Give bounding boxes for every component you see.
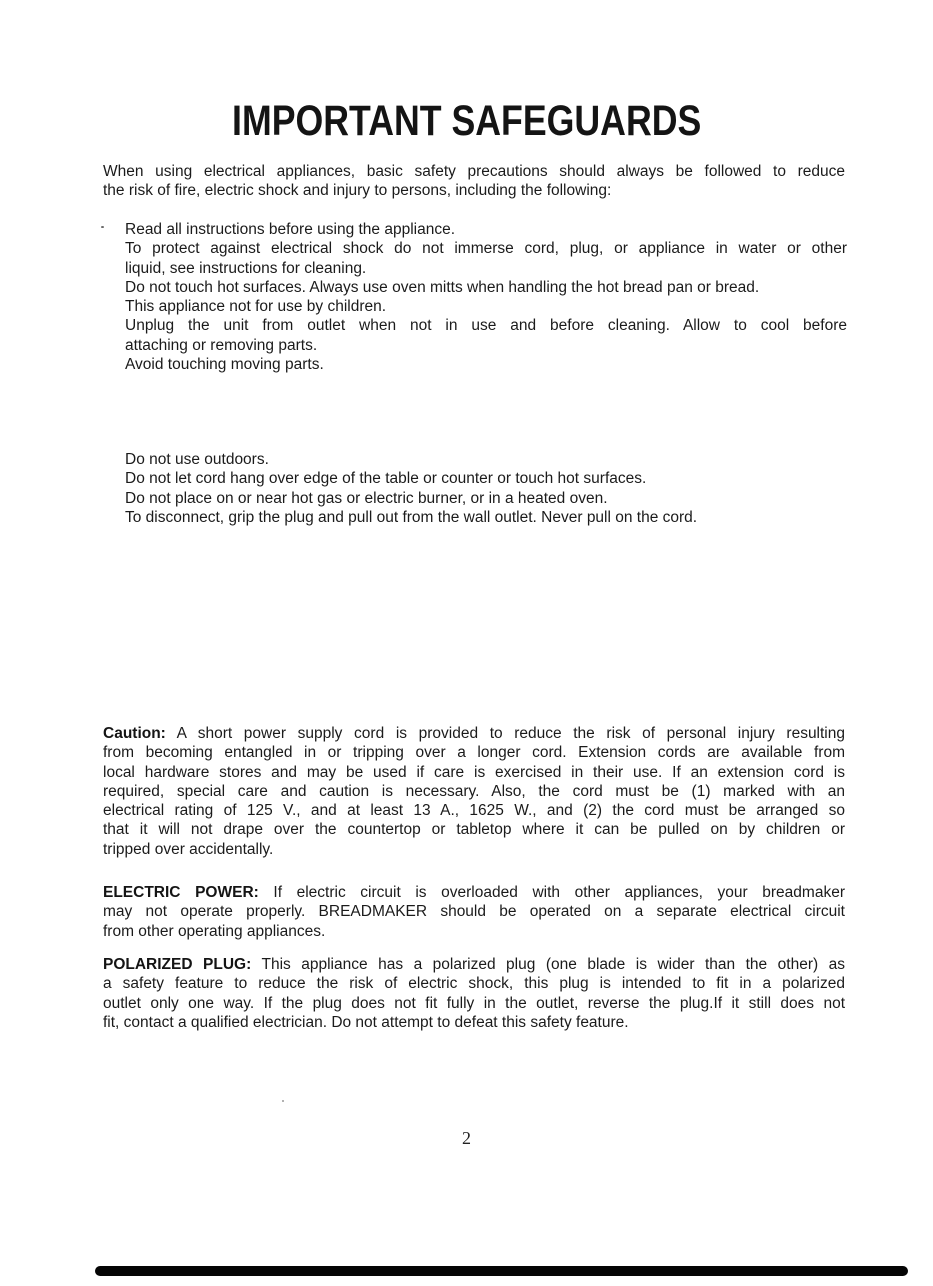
text-line: To protect against electrical shock do not immerse cord, plug, or appliance in water or other (125, 240, 847, 258)
text-line: electrical rating of 125 V., and at least 13 A., 1625 W., and (2) the cord must be arranged so (103, 802, 845, 820)
text-line: a safety feature to reduce the risk of electric shock, this plug is intended to fit in a polarized (103, 975, 845, 993)
electric-power-label: ELECTRIC POWER: (103, 884, 259, 901)
text-line: required, special care and caution is necessary. Also, the cord must be (1) marked with an (103, 782, 845, 800)
text-line: Unplug the unit from outlet when not in use and before cleaning. Allow to cool before (125, 317, 847, 335)
text-line: the risk of fire, electric shock and injury to persons, including the following: (103, 182, 612, 200)
polarized-plug-rest-lines (103, 974, 845, 1032)
text-line: from becoming entangled in or tripping over a longer cord. Extension cords are available from (103, 744, 845, 762)
page-title-text: IMPORTANT SAFEGUARDS (231, 97, 702, 145)
text-line: local hardware stores and may be used if care is exercised in their use. If an extension cord is (103, 763, 845, 781)
scan-artifact-bar (95, 1266, 908, 1276)
text-line: Do not use outdoors. (125, 451, 269, 468)
intro-paragraph (103, 162, 845, 201)
caution-rest-lines (103, 743, 845, 859)
scan-speck (282, 1100, 284, 1102)
polarized-plug-label: POLARIZED PLUG: (103, 956, 252, 973)
text-line: Do not let cord hang over edge of the table or counter or touch hot surfaces. (125, 470, 647, 488)
text-line: Do not place on or near hot gas or electric burner, or in a heated oven. (125, 489, 608, 507)
polarized-plug-first-line (103, 955, 845, 974)
text-line: When using electrical appliances, basic safety precautions should always be followed to reduce (103, 163, 845, 180)
text-line: This appliance not for use by children. (125, 298, 387, 316)
page-title (0, 98, 933, 144)
text-line: may not operate properly. BREADMAKER should be operated on a separate electrical circuit (103, 903, 845, 921)
text-line: outlet only one way. If the plug does not fit fully in the outlet, reverse the plug.If it still does not (103, 994, 845, 1012)
text-line: Avoid touching moving parts. (125, 356, 324, 374)
text-line: attaching or removing parts. (125, 336, 318, 354)
text-line: from other operating appliances. (103, 922, 326, 940)
safeguards-list-2 (125, 450, 847, 527)
electric-power-first-line-text: If electric circuit is overloaded with other appliances, your breadmaker (273, 884, 845, 901)
polarized-plug-first-line-text: This appliance has a polarized plug (one blade is wider than the other) as (261, 956, 845, 973)
page-number: 2 (462, 1128, 471, 1148)
text-line: tripped over accidentally. (103, 840, 274, 858)
electric-power-paragraph (103, 883, 845, 941)
text-line: liquid, see instructions for cleaning. (125, 259, 367, 277)
caution-first-line-text: A short power supply cord is provided to reduce the risk of personal injury resulting (176, 725, 845, 742)
text-line: Read all instructions before using the appliance. (125, 221, 456, 238)
text-line: Do not touch hot surfaces. Always use oven mitts when handling the hot bread pan or bread. (125, 278, 760, 296)
safeguards-list-1 (125, 220, 847, 374)
text-line: To disconnect, grip the plug and pull out from the wall outlet. Never pull on the cord. (125, 508, 698, 526)
electric-power-rest-lines (103, 902, 845, 941)
caution-first-line (103, 724, 845, 743)
caution-paragraph (103, 724, 845, 859)
scan-bullet-mark (101, 226, 104, 228)
polarized-plug-paragraph (103, 955, 845, 1032)
electric-power-first-line (103, 883, 845, 902)
text-line: that it will not drape over the countertop or tabletop where it can be pulled on by children or (103, 821, 845, 839)
caution-label: Caution: (103, 725, 166, 742)
text-line: fit, contact a qualified electrician. Do not attempt to defeat this safety feature. (103, 1013, 629, 1031)
